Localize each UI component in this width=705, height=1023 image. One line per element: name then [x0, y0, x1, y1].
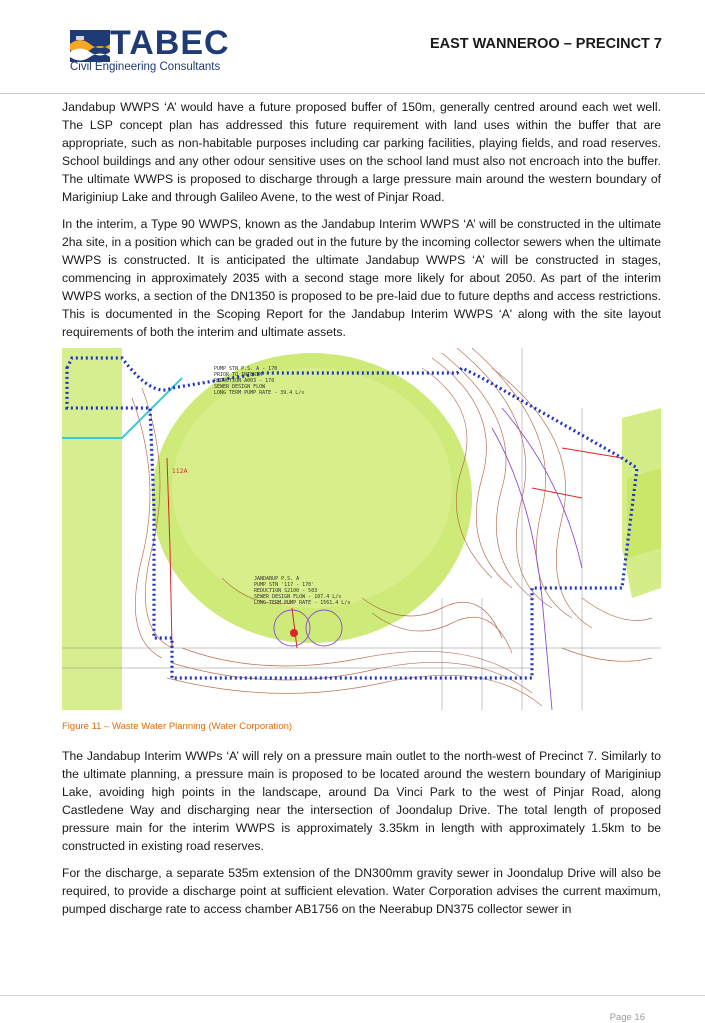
document-title: EAST WANNEROO – PRECINCT 7 [429, 36, 662, 52]
header-divider [0, 93, 705, 94]
map-label: REDUCTION S2100 - 503 [254, 588, 318, 594]
logo-wordmark: TABEC [110, 24, 230, 62]
map-label: SEWER DESIGN FLOW - 107.4 L/s [254, 594, 342, 600]
wave-logo-icon [70, 30, 110, 62]
map-label: SEWER DESIGN FLOW [214, 384, 266, 390]
map-green-left-strip [62, 348, 122, 710]
body-paragraph: For the discharge, a separate 535m extension of the DN300mm gravity sewer in Joondalup Drive will also be required, to provide a discharge point at sufficient elevation. Water Corporation advises the current maximum, pumped discharge rate to access chamber AB1756 on the Neerabup DN375 collector sewer in [62, 866, 661, 916]
map-label: PUMP STN P.S. A - 170 [214, 366, 278, 372]
logo-tagline: Civil Engineering Consultants [70, 61, 221, 73]
map-label: LONG TERM PUMP RATE - 39.4 L/s [214, 390, 305, 396]
body-paragraph: The Jandabup Interim WWPs ‘A’ will rely on a pressure main outlet to the north-west of Precinct 7. Similarly to the ultimate planning, a pressure main is proposed to be located around the western boundary of Mariginiup Lake, avoiding high points in the landscape, around Da Vinci Park to the west of Pinjar Road, along Castledene Way and discharging near the intersection of Joondalup Drive. The total length of proposed pressure main for the interim WWPS is approximately 3.35km in length with approximately 1.5km to be constructed in existing road reserves. [62, 749, 661, 853]
map-label: PUMP STN '117 - 170' [254, 582, 315, 588]
map-green-right-strip [627, 468, 661, 558]
map-label: REDUCTION A003 - 170 [214, 378, 275, 384]
figure-caption: Figure 11 – Waste Water Planning (Water Corporation) [62, 721, 293, 732]
map-pump-station-marker [290, 629, 298, 637]
map-label: PRIOR TO INTERIM [214, 372, 263, 378]
map-lake [172, 368, 452, 608]
waste-water-planning-map [62, 348, 661, 710]
footer-divider [0, 995, 705, 996]
map-label: JANDABUP P.S. A [254, 576, 300, 582]
map-label: LONG TERM PUMP RATE - 1561.4 L/s [254, 600, 351, 606]
map-label: 112A [172, 468, 188, 475]
tabec-logo [70, 24, 245, 78]
body-paragraph: Jandabup WWPS ‘A’ would have a future proposed buffer of 150m, generally centred around each wet well. The LSP concept plan has addressed this future requirement with land uses within the buffer that are appropriate, such as non-habitable purposes including car parking facilities, playing fields, and road reserves. School buildings and any other odour sensitive uses on the school land must also not encroach into the buffer. The ultimate WWPS is proposed to discharge through a large pressure main around the western boundary of Mariginiup Lake and through Galileo Avene, to the west of Pinjar Road. [62, 100, 661, 204]
body-paragraph: In the interim, a Type 90 WWPS, known as the Jandabup Interim WWPS ‘A’ will be constructed in the ultimate 2ha site, in a position which can be graded out in the future by the incoming collector sewers when the ultimate WWPS is constructed. It is anticipated the ultimate Jandabup WWPS ‘A’ will be constructed in stages, commencing in approximately 2035 with a second stage more likely for about 2050. As part of the interim WWPS works, a section of the DN1350 is proposed to be pre-laid due to future depths and access restrictions. This is documented in the Scoping Report for the Jandabup Interim WWPS ‘A' along with the site layout requirements of both the interim and ultimate assets. [62, 217, 661, 339]
page-number: Page 16 [609, 1012, 645, 1023]
